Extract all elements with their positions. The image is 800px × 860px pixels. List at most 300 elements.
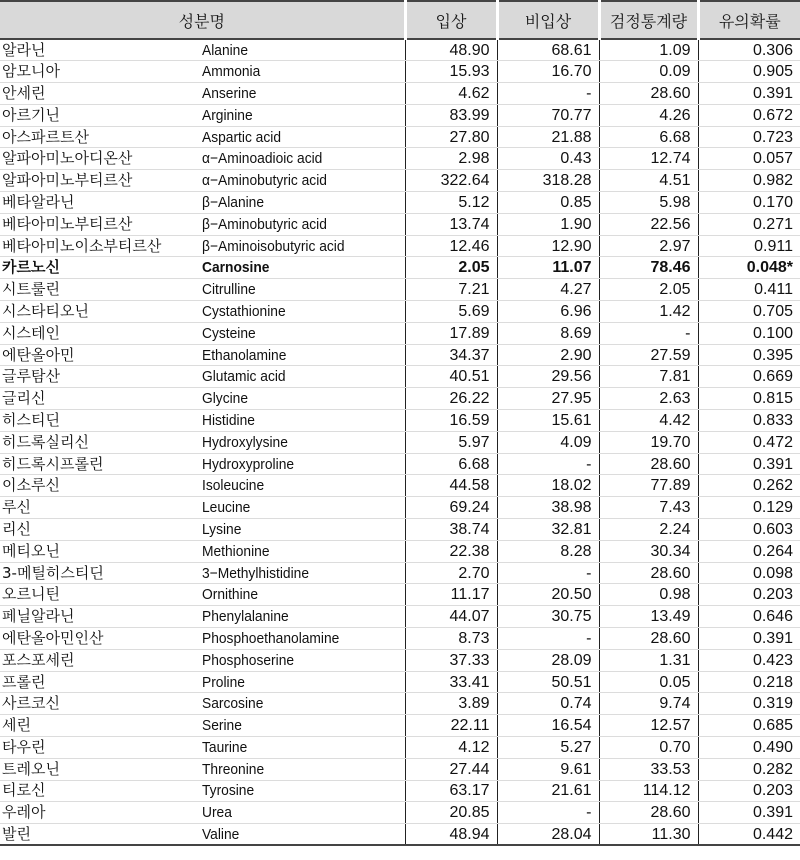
granular-value: 38.74 <box>405 519 497 541</box>
test-statistic-value: 33.53 <box>599 758 698 780</box>
test-statistic-value: 30.34 <box>599 540 698 562</box>
granular-value: 69.24 <box>405 497 497 519</box>
nongranular-value: 28.04 <box>497 824 599 846</box>
nongranular-value: 11.07 <box>497 257 599 279</box>
granular-value: 27.80 <box>405 126 497 148</box>
nongranular-value: 2.90 <box>497 344 599 366</box>
header-component-name: 성분명 <box>0 1 405 39</box>
test-statistic-value: 7.81 <box>599 366 698 388</box>
p-value: 0.423 <box>698 649 800 671</box>
component-name-cell <box>0 388 405 410</box>
p-value: 0.672 <box>698 104 800 126</box>
p-value: 0.905 <box>698 61 800 83</box>
test-statistic-value: - <box>599 322 698 344</box>
test-statistic-value: 6.68 <box>599 126 698 148</box>
p-value: 0.100 <box>698 322 800 344</box>
component-name-cell <box>0 628 405 650</box>
component-name-cell <box>0 758 405 780</box>
nongranular-value: 4.27 <box>497 279 599 301</box>
english-name: Proline <box>202 673 245 691</box>
test-statistic-value: 2.97 <box>599 235 698 257</box>
test-statistic-value: 7.43 <box>599 497 698 519</box>
granular-value: 63.17 <box>405 780 497 802</box>
korean-name: 타우린 <box>2 737 46 756</box>
korean-name: 티로신 <box>2 781 46 800</box>
korean-name: 글리신 <box>2 389 46 408</box>
granular-value: 33.41 <box>405 671 497 693</box>
table-row <box>0 475 800 497</box>
nongranular-value: 5.27 <box>497 737 599 759</box>
granular-value: 48.90 <box>405 39 497 61</box>
p-value: 0.048* <box>698 257 800 279</box>
table-header <box>0 1 800 39</box>
component-name-cell <box>0 322 405 344</box>
table-row <box>0 715 800 737</box>
p-value: 0.411 <box>698 279 800 301</box>
test-statistic-value: 4.42 <box>599 410 698 432</box>
component-name-cell <box>0 497 405 519</box>
korean-name: 발린 <box>2 824 31 843</box>
granular-value: 40.51 <box>405 366 497 388</box>
nongranular-value: 1.90 <box>497 213 599 235</box>
p-value: 0.442 <box>698 824 800 846</box>
granular-value: 16.59 <box>405 410 497 432</box>
english-name: Ammonia <box>202 63 261 81</box>
p-value: 0.833 <box>698 410 800 432</box>
test-statistic-value: 77.89 <box>599 475 698 497</box>
korean-name: 안세린 <box>2 83 46 102</box>
korean-name: 시스테인 <box>2 323 60 342</box>
p-value: 0.982 <box>698 170 800 192</box>
nongranular-value: - <box>497 562 599 584</box>
test-statistic-value: 5.98 <box>599 192 698 214</box>
p-value: 0.170 <box>698 192 800 214</box>
test-statistic-value: 12.57 <box>599 715 698 737</box>
english-name: Anserine <box>202 84 257 102</box>
test-statistic-value: 12.74 <box>599 148 698 170</box>
table-row <box>0 61 800 83</box>
english-name: β−Aminobutyric acid <box>202 215 327 233</box>
nongranular-value: 18.02 <box>497 475 599 497</box>
granular-value: 5.97 <box>405 431 497 453</box>
component-name-cell <box>0 540 405 562</box>
nongranular-value: 27.95 <box>497 388 599 410</box>
table-row <box>0 737 800 759</box>
component-name-cell <box>0 410 405 432</box>
component-name-cell <box>0 737 405 759</box>
korean-name: 아스파르트산 <box>2 127 89 146</box>
nongranular-value: 4.09 <box>497 431 599 453</box>
english-name: Sarcosine <box>202 695 264 713</box>
p-value: 0.669 <box>698 366 800 388</box>
korean-name: 베타알라닌 <box>2 192 75 211</box>
component-name-cell <box>0 213 405 235</box>
table-row <box>0 519 800 541</box>
table-row <box>0 170 800 192</box>
table-row <box>0 453 800 475</box>
p-value: 0.391 <box>698 628 800 650</box>
component-name-cell <box>0 148 405 170</box>
component-name-cell <box>0 192 405 214</box>
table-body <box>0 39 800 845</box>
korean-name: 베타아미노이소부티르산 <box>2 236 162 255</box>
test-statistic-value: 28.60 <box>599 83 698 105</box>
english-name: Cystathionine <box>202 302 286 320</box>
component-name-cell <box>0 475 405 497</box>
granular-value: 17.89 <box>405 322 497 344</box>
table-row <box>0 257 800 279</box>
english-name: Taurine <box>202 738 248 756</box>
granular-value: 37.33 <box>405 649 497 671</box>
test-statistic-value: 0.05 <box>599 671 698 693</box>
component-name-cell <box>0 780 405 802</box>
test-statistic-value: 2.63 <box>599 388 698 410</box>
p-value: 0.218 <box>698 671 800 693</box>
korean-name: 메티오닌 <box>2 541 60 560</box>
korean-name: 히드록실리신 <box>2 432 89 451</box>
english-name: Histidine <box>202 411 255 429</box>
korean-name: 사르코신 <box>2 694 60 713</box>
granular-value: 5.12 <box>405 192 497 214</box>
component-name-cell <box>0 257 405 279</box>
component-name-cell <box>0 519 405 541</box>
table-row <box>0 606 800 628</box>
component-name-cell <box>0 671 405 693</box>
test-statistic-value: 2.24 <box>599 519 698 541</box>
korean-name: 베타아미노부티르산 <box>2 214 133 233</box>
nongranular-value: 28.09 <box>497 649 599 671</box>
test-statistic-value: 78.46 <box>599 257 698 279</box>
header-test-statistic: 검정통계량 <box>599 1 698 39</box>
english-name: Citrulline <box>202 281 256 299</box>
english-name: Carnosine <box>202 259 270 277</box>
granular-value: 322.64 <box>405 170 497 192</box>
header-granular: 입상 <box>405 1 497 39</box>
korean-name: 오르니틴 <box>2 585 60 604</box>
nongranular-value: 15.61 <box>497 410 599 432</box>
p-value: 0.203 <box>698 780 800 802</box>
p-value: 0.057 <box>698 148 800 170</box>
p-value: 0.203 <box>698 584 800 606</box>
english-name: Phosphoethanolamine <box>202 629 340 647</box>
table-row <box>0 301 800 323</box>
english-name: Aspartic acid <box>202 128 282 146</box>
nongranular-value: 32.81 <box>497 519 599 541</box>
granular-value: 7.21 <box>405 279 497 301</box>
table-row <box>0 802 800 824</box>
granular-value: 2.05 <box>405 257 497 279</box>
korean-name: 에탄올아민인산 <box>2 628 104 647</box>
nongranular-value: 70.77 <box>497 104 599 126</box>
nongranular-value: 6.96 <box>497 301 599 323</box>
nongranular-value: - <box>497 802 599 824</box>
english-name: Lysine <box>202 520 242 538</box>
p-value: 0.282 <box>698 758 800 780</box>
nongranular-value: 318.28 <box>497 170 599 192</box>
korean-name: 알파아미노부티르산 <box>2 171 133 190</box>
p-value: 0.271 <box>698 213 800 235</box>
korean-name: 3-메틸히스티딘 <box>2 563 104 582</box>
granular-value: 20.85 <box>405 802 497 824</box>
korean-name: 글루탐산 <box>2 367 60 386</box>
english-name: Isoleucine <box>202 477 265 495</box>
korean-name: 트레오닌 <box>2 759 60 778</box>
nongranular-value: 50.51 <box>497 671 599 693</box>
component-name-cell <box>0 606 405 628</box>
korean-name: 시트룰린 <box>2 280 60 299</box>
component-name-cell <box>0 279 405 301</box>
table-row <box>0 780 800 802</box>
granular-value: 83.99 <box>405 104 497 126</box>
granular-value: 27.44 <box>405 758 497 780</box>
english-name: Phenylalanine <box>202 608 289 626</box>
p-value: 0.815 <box>698 388 800 410</box>
nongranular-value: 9.61 <box>497 758 599 780</box>
test-statistic-value: 13.49 <box>599 606 698 628</box>
nongranular-value: - <box>497 453 599 475</box>
test-statistic-value: 4.51 <box>599 170 698 192</box>
test-statistic-value: 0.98 <box>599 584 698 606</box>
english-name: Leucine <box>202 499 251 517</box>
test-statistic-value: 28.60 <box>599 562 698 584</box>
component-name-cell <box>0 104 405 126</box>
p-value: 0.391 <box>698 453 800 475</box>
test-statistic-value: 1.42 <box>599 301 698 323</box>
test-statistic-value: 1.31 <box>599 649 698 671</box>
english-name: Hydroxylysine <box>202 433 288 451</box>
english-name: Hydroxyproline <box>202 455 295 473</box>
english-name: Ornithine <box>202 586 259 604</box>
english-name: Arginine <box>202 106 253 124</box>
test-statistic-value: 19.70 <box>599 431 698 453</box>
component-name-cell <box>0 170 405 192</box>
english-name: Alanine <box>202 41 249 59</box>
nongranular-value: 0.85 <box>497 192 599 214</box>
nongranular-value: 21.61 <box>497 780 599 802</box>
granular-value: 2.98 <box>405 148 497 170</box>
granular-value: 5.69 <box>405 301 497 323</box>
korean-name: 세린 <box>2 716 31 735</box>
nongranular-value: 21.88 <box>497 126 599 148</box>
test-statistic-value: 9.74 <box>599 693 698 715</box>
p-value: 0.262 <box>698 475 800 497</box>
test-statistic-value: 0.09 <box>599 61 698 83</box>
korean-name: 카르노신 <box>2 258 60 277</box>
p-value: 0.705 <box>698 301 800 323</box>
table-row <box>0 497 800 519</box>
nongranular-value: 8.28 <box>497 540 599 562</box>
table-row <box>0 279 800 301</box>
granular-value: 44.58 <box>405 475 497 497</box>
table-row <box>0 322 800 344</box>
p-value: 0.098 <box>698 562 800 584</box>
table-row <box>0 148 800 170</box>
test-statistic-value: 4.26 <box>599 104 698 126</box>
english-name: Methionine <box>202 542 270 560</box>
english-name: Glycine <box>202 390 249 408</box>
nongranular-value: 8.69 <box>497 322 599 344</box>
component-name-cell <box>0 802 405 824</box>
korean-name: 프롤린 <box>2 672 46 691</box>
nongranular-value: 12.90 <box>497 235 599 257</box>
component-name-cell <box>0 39 405 61</box>
p-value: 0.319 <box>698 693 800 715</box>
granular-value: 2.70 <box>405 562 497 584</box>
component-name-cell <box>0 562 405 584</box>
table-row <box>0 192 800 214</box>
english-name: α−Aminobutyric acid <box>202 172 327 190</box>
granular-value: 4.12 <box>405 737 497 759</box>
english-name: Threonine <box>202 760 265 778</box>
granular-value: 44.07 <box>405 606 497 628</box>
header-p-value: 유의확률 <box>698 1 800 39</box>
component-name-cell <box>0 301 405 323</box>
component-name-cell <box>0 431 405 453</box>
header-nongranular: 비입상 <box>497 1 599 39</box>
table-row <box>0 584 800 606</box>
table-row <box>0 83 800 105</box>
nongranular-value: 16.54 <box>497 715 599 737</box>
p-value: 0.646 <box>698 606 800 628</box>
p-value: 0.603 <box>698 519 800 541</box>
nongranular-value: 68.61 <box>497 39 599 61</box>
component-name-cell <box>0 83 405 105</box>
test-statistic-value: 1.09 <box>599 39 698 61</box>
p-value: 0.685 <box>698 715 800 737</box>
table-row <box>0 431 800 453</box>
component-name-cell <box>0 453 405 475</box>
table-row <box>0 758 800 780</box>
table-row <box>0 235 800 257</box>
table-row <box>0 344 800 366</box>
granular-value: 8.73 <box>405 628 497 650</box>
component-name-cell <box>0 344 405 366</box>
component-name-cell <box>0 126 405 148</box>
english-name: Ethanolamine <box>202 346 287 364</box>
table-row <box>0 366 800 388</box>
english-name: β−Alanine <box>202 193 265 211</box>
header-row <box>0 1 800 39</box>
test-statistic-value: 0.70 <box>599 737 698 759</box>
nongranular-value: - <box>497 628 599 650</box>
table-row <box>0 410 800 432</box>
component-name-cell <box>0 235 405 257</box>
granular-value: 13.74 <box>405 213 497 235</box>
test-statistic-value: 2.05 <box>599 279 698 301</box>
korean-name: 암모니아 <box>2 62 60 81</box>
nongranular-value: 38.98 <box>497 497 599 519</box>
english-name: Valine <box>202 825 240 843</box>
korean-name: 히드록시프롤린 <box>2 454 104 473</box>
p-value: 0.306 <box>698 39 800 61</box>
granular-value: 26.22 <box>405 388 497 410</box>
korean-name: 리신 <box>2 519 31 538</box>
test-statistic-value: 28.60 <box>599 628 698 650</box>
korean-name: 히스티딘 <box>2 410 60 429</box>
english-name: Urea <box>202 804 232 822</box>
nongranular-value: 0.43 <box>497 148 599 170</box>
granular-value: 4.62 <box>405 83 497 105</box>
table-row <box>0 39 800 61</box>
component-name-cell <box>0 61 405 83</box>
p-value: 0.391 <box>698 802 800 824</box>
nongranular-value: - <box>497 83 599 105</box>
korean-name: 루신 <box>2 498 31 517</box>
granular-value: 48.94 <box>405 824 497 846</box>
nongranular-value: 16.70 <box>497 61 599 83</box>
english-name: Phosphoserine <box>202 651 295 669</box>
table-row <box>0 540 800 562</box>
table-row <box>0 628 800 650</box>
component-name-cell <box>0 366 405 388</box>
table-row <box>0 213 800 235</box>
table-row <box>0 693 800 715</box>
nongranular-value: 20.50 <box>497 584 599 606</box>
p-value: 0.490 <box>698 737 800 759</box>
nongranular-value: 29.56 <box>497 366 599 388</box>
granular-value: 3.89 <box>405 693 497 715</box>
korean-name: 시스타티오닌 <box>2 301 89 320</box>
p-value: 0.395 <box>698 344 800 366</box>
granular-value: 11.17 <box>405 584 497 606</box>
table-row <box>0 824 800 846</box>
test-statistic-value: 28.60 <box>599 802 698 824</box>
granular-value: 22.38 <box>405 540 497 562</box>
english-name: Cysteine <box>202 324 256 342</box>
table-row <box>0 388 800 410</box>
granular-value: 6.68 <box>405 453 497 475</box>
p-value: 0.911 <box>698 235 800 257</box>
nongranular-value: 0.74 <box>497 693 599 715</box>
test-statistic-value: 28.60 <box>599 453 698 475</box>
test-statistic-value: 27.59 <box>599 344 698 366</box>
korean-name: 에탄올아민 <box>2 345 75 364</box>
korean-name: 우레아 <box>2 803 46 822</box>
granular-value: 34.37 <box>405 344 497 366</box>
nongranular-value: 30.75 <box>497 606 599 628</box>
component-name-cell <box>0 693 405 715</box>
table-row <box>0 562 800 584</box>
p-value: 0.391 <box>698 83 800 105</box>
p-value: 0.723 <box>698 126 800 148</box>
english-name: Serine <box>202 717 242 735</box>
table-row <box>0 649 800 671</box>
korean-name: 이소루신 <box>2 476 60 495</box>
korean-name: 알라닌 <box>2 40 46 59</box>
korean-name: 포스포세린 <box>2 650 75 669</box>
korean-name: 알파아미노아디온산 <box>2 149 133 168</box>
table-row <box>0 671 800 693</box>
english-name: Glutamic acid <box>202 368 286 386</box>
component-name-cell <box>0 715 405 737</box>
test-statistic-value: 11.30 <box>599 824 698 846</box>
english-name: β−Aminoisobutyric acid <box>202 237 345 255</box>
granular-value: 22.11 <box>405 715 497 737</box>
test-statistic-value: 114.12 <box>599 780 698 802</box>
component-name-cell <box>0 584 405 606</box>
table-row <box>0 126 800 148</box>
component-name-cell <box>0 824 405 846</box>
p-value: 0.264 <box>698 540 800 562</box>
english-name: Tyrosine <box>202 782 255 800</box>
p-value: 0.472 <box>698 431 800 453</box>
english-name: 3−Methylhistidine <box>202 564 310 582</box>
component-name-cell <box>0 649 405 671</box>
granular-value: 15.93 <box>405 61 497 83</box>
table-row <box>0 104 800 126</box>
granular-value: 12.46 <box>405 235 497 257</box>
test-statistic-value: 22.56 <box>599 213 698 235</box>
